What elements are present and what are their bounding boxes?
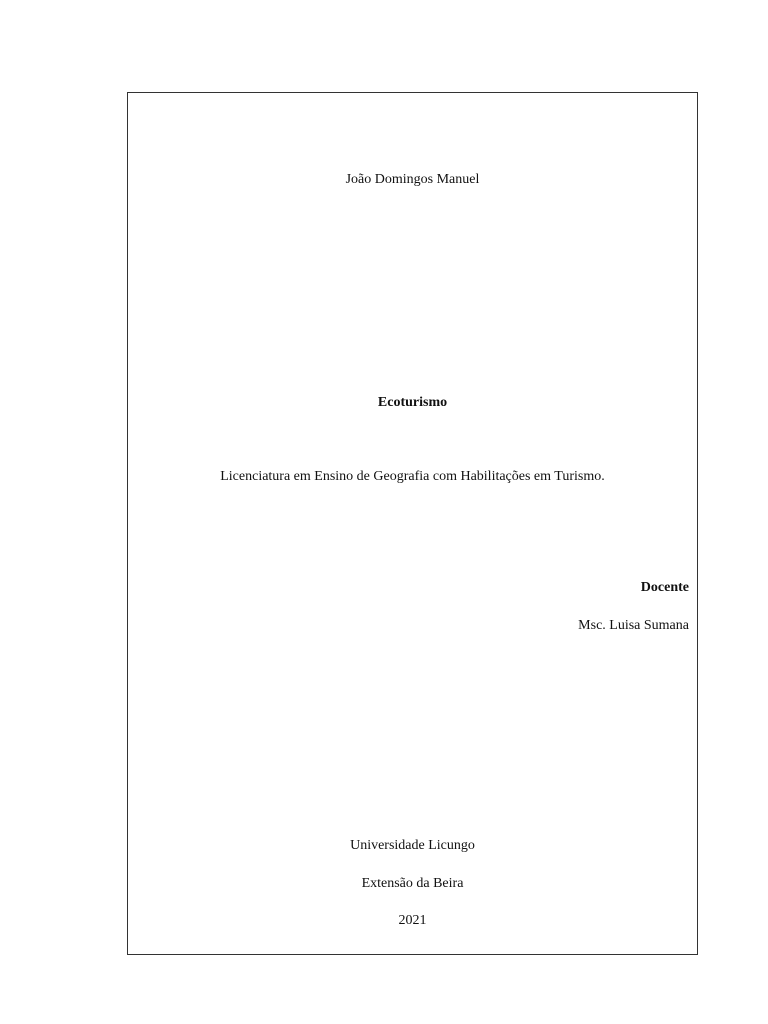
- document-title: Ecoturismo: [377, 395, 448, 410]
- author-name: João Domingos Manuel: [345, 172, 480, 187]
- course-name: Licenciatura em Ensino de Geografia com Habilitações em Turismo.: [220, 469, 605, 484]
- campus-name: Extensão da Beira: [361, 876, 464, 891]
- document-year: 2021: [398, 913, 427, 928]
- teacher-name: Msc. Luisa Sumana: [578, 618, 689, 633]
- institution-name: Universidade Licungo: [350, 838, 475, 853]
- teacher-label: Docente: [640, 580, 689, 595]
- cover-page: [127, 92, 698, 955]
